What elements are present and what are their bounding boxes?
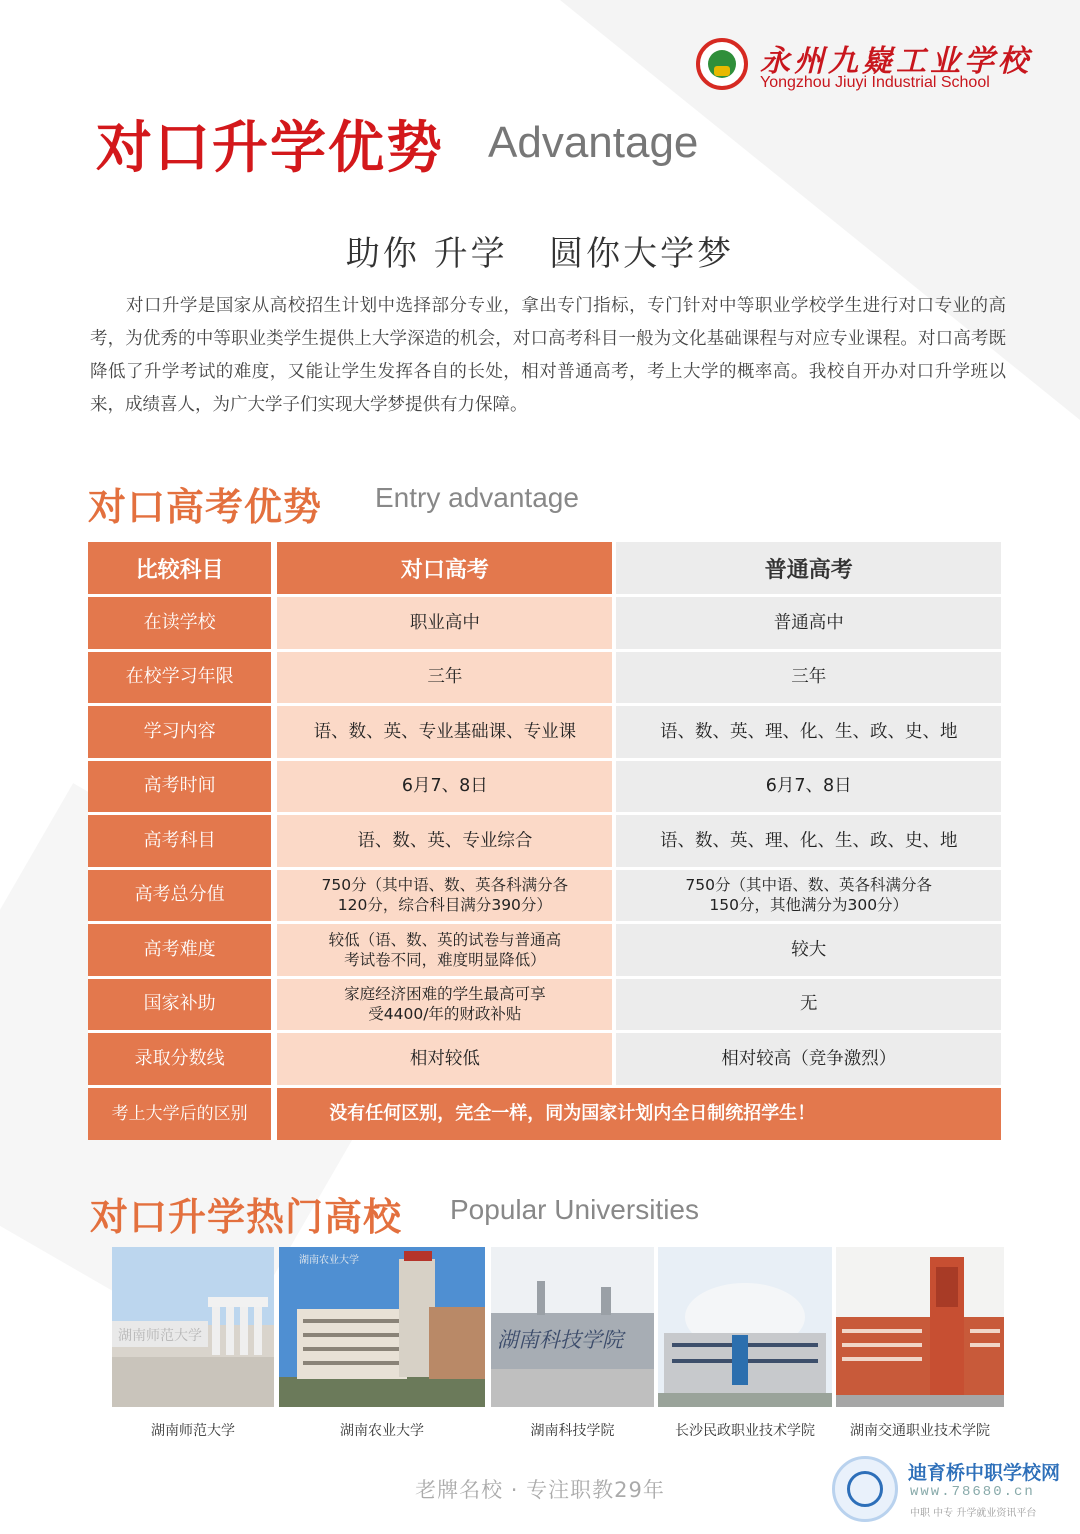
cell-vocational: 语、数、英、专业基础课、专业课 — [277, 706, 616, 761]
table-row — [88, 979, 1001, 1034]
university-photo — [491, 1247, 654, 1407]
table-header: 普通高考 — [616, 542, 1001, 597]
table-row — [88, 652, 1001, 707]
section-title-entry: 对口高考优势 — [88, 485, 323, 529]
university-name: 长沙民政职业技术学院 — [675, 1423, 815, 1439]
table-summary-row — [88, 1088, 1001, 1140]
intro-paragraph: 对口升学是国家从高校招生计划中选择部分专业，拿出专门指标，专门针对中等职业学校学生进行对口专业的高考，为优秀的中等职业类学生提供上大学深造的机会，对口高考科目一般为文化基础课程与对应专业课程。对口高考既降低了升学考试的难度，又能让学生发挥各自的长处，相对普通高考，考上大学的概率高。我校自开办对口升学班以来，成绩喜人，为广大学子们实现大学梦提供有力保障。 — [90, 296, 1006, 415]
cell-vocational: 家庭经济困难的学生最高可享受4400/年的财政补贴 — [277, 979, 616, 1034]
row-label: 考上大学后的区别 — [88, 1088, 277, 1140]
school-emblem-icon — [696, 38, 748, 90]
section-title-popular: 对口升学热门高校 — [90, 1195, 403, 1239]
table-row — [88, 815, 1001, 870]
page-title-en: Advantage — [488, 118, 699, 167]
cell-regular: 无 — [616, 979, 1001, 1034]
section-title-popular-en: Popular Universities — [450, 1194, 699, 1225]
watermark-url: www.78680.cn — [910, 1484, 1035, 1500]
school-logo — [694, 36, 1044, 100]
cell-regular: 三年 — [616, 652, 1001, 707]
cell-regular: 相对较高（竞争激烈） — [616, 1033, 1001, 1088]
cell-vocational: 职业高中 — [277, 597, 616, 652]
table-row — [88, 924, 1001, 979]
table-row — [88, 597, 1001, 652]
cell-regular: 6月7、8日 — [616, 761, 1001, 816]
table-row — [88, 1033, 1001, 1088]
comparison-table — [88, 542, 1001, 1140]
slogan: 助你 升学 圆你大学梦 — [345, 234, 735, 274]
cell-vocational: 6月7、8日 — [277, 761, 616, 816]
row-label: 高考时间 — [88, 761, 277, 816]
table-header-row — [88, 542, 1001, 597]
table-header: 对口高考 — [277, 542, 616, 597]
cell-vocational: 750分（其中语、数、英各科满分各120分，综合科目满分390分） — [277, 870, 616, 925]
university-photo — [112, 1247, 274, 1407]
university-photo — [658, 1247, 832, 1407]
cell-vocational: 相对较低 — [277, 1033, 616, 1088]
row-label: 在校学习年限 — [88, 652, 277, 707]
school-name-cn: 永州九嶷工业学校 — [760, 44, 1032, 79]
university-name: 湖南交通职业技术学院 — [850, 1423, 990, 1439]
watermark — [828, 1456, 1078, 1532]
cell-vocational: 较低（语、数、英的试卷与普通高考试卷不同，难度明显降低） — [277, 924, 616, 979]
cell-regular: 语、数、英、理、化、生、政、史、地 — [616, 706, 1001, 761]
row-label: 高考难度 — [88, 924, 277, 979]
table-header: 比较科目 — [88, 542, 277, 597]
watermark-logo-icon — [832, 1456, 898, 1522]
section-title-entry-en: Entry advantage — [375, 482, 579, 513]
university-sign: 湖南师范大学 — [118, 1328, 202, 1344]
university-photo — [836, 1247, 1004, 1407]
row-label: 学习内容 — [88, 706, 277, 761]
university-name: 湖南科技学院 — [530, 1423, 615, 1439]
university-name: 湖南农业大学 — [340, 1423, 424, 1439]
cell-regular: 普通高中 — [616, 597, 1001, 652]
table-row — [88, 870, 1001, 925]
university-sign: 湖南科技学院 — [497, 1328, 623, 1352]
row-label: 录取分数线 — [88, 1033, 277, 1088]
school-name-en: Yongzhou Jiuyi Industrial School — [760, 74, 990, 91]
cell-regular: 较大 — [616, 924, 1001, 979]
row-label: 在读学校 — [88, 597, 277, 652]
footer-slogan: 老牌名校 · 专注职教29年 — [415, 1478, 665, 1502]
row-label: 高考科目 — [88, 815, 277, 870]
table-row — [88, 761, 1001, 816]
cell-vocational: 三年 — [277, 652, 616, 707]
table-row — [88, 706, 1001, 761]
row-label: 国家补助 — [88, 979, 277, 1034]
university-name: 湖南师范大学 — [151, 1423, 235, 1439]
cell-regular: 语、数、英、理、化、生、政、史、地 — [616, 815, 1001, 870]
watermark-subtitle: 中职 中专 升学就业资讯平台 — [910, 1508, 1037, 1519]
watermark-title: 迪育桥中职学校网 — [908, 1462, 1061, 1484]
summary-cell: 没有任何区别，完全一样，同为国家计划内全日制统招学生！ — [277, 1088, 1001, 1140]
university-photo — [279, 1247, 485, 1407]
row-label: 高考总分值 — [88, 870, 277, 925]
page-title: 对口升学优势 — [96, 116, 444, 181]
university-sign: 湖南农业大学 — [299, 1255, 359, 1266]
cell-vocational: 语、数、英、专业综合 — [277, 815, 616, 870]
cell-regular: 750分（其中语、数、英各科满分各150分，其他满分为300分） — [616, 870, 1001, 925]
